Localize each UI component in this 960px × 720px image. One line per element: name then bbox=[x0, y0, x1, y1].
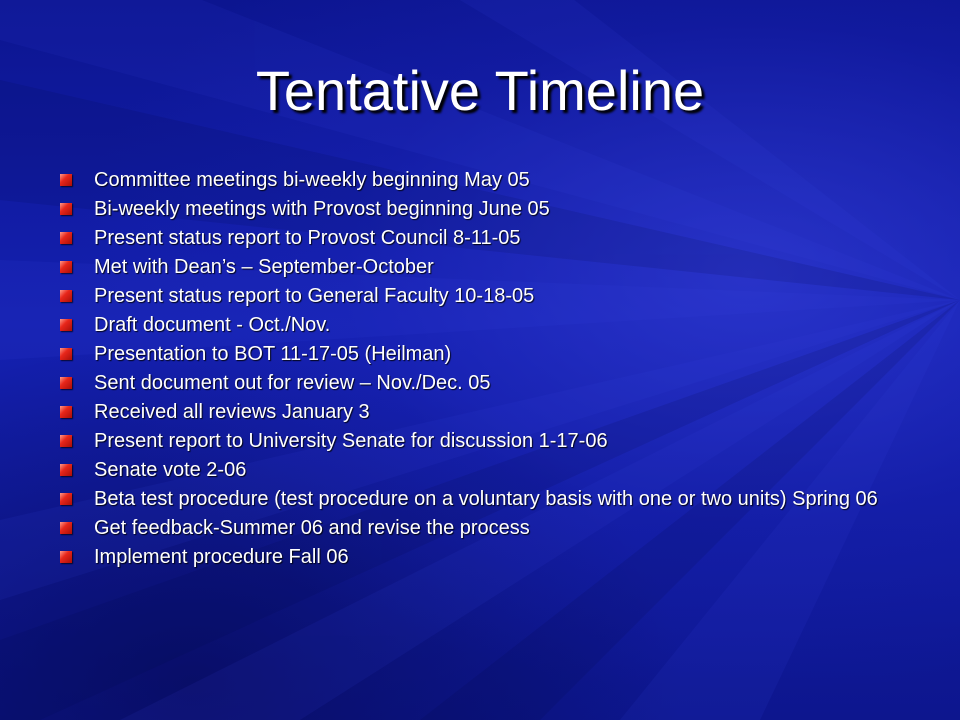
red-square-bullet-icon bbox=[60, 290, 72, 302]
list-item bbox=[58, 170, 878, 191]
red-square-bullet-icon bbox=[60, 406, 72, 418]
list-item-text: Beta test procedure (test procedure on a voluntary basis with one or two units) Spring 06 bbox=[94, 488, 878, 510]
list-item-text: Met with Dean’s – September-October bbox=[94, 256, 434, 278]
list-item bbox=[58, 344, 878, 365]
list-item bbox=[58, 257, 878, 278]
list-item bbox=[58, 286, 878, 307]
list-item-text: Get feedback-Summer 06 and revise the process bbox=[94, 517, 530, 539]
list-item-text: Bi-weekly meetings with Provost beginning June 05 bbox=[94, 198, 550, 220]
list-item bbox=[58, 431, 878, 452]
list-item-text: Senate vote 2-06 bbox=[94, 459, 247, 481]
red-square-bullet-icon bbox=[60, 377, 72, 389]
red-square-bullet-icon bbox=[60, 522, 72, 534]
list-item-text: Present status report to Provost Council 8-11-05 bbox=[94, 227, 521, 249]
list-item bbox=[58, 489, 878, 510]
red-square-bullet-icon bbox=[60, 319, 72, 331]
list-item-text: Received all reviews January 3 bbox=[94, 401, 370, 423]
red-square-bullet-icon bbox=[60, 348, 72, 360]
list-item bbox=[58, 315, 878, 336]
slide-title: Tentative Timeline bbox=[255, 59, 705, 122]
red-square-bullet-icon bbox=[60, 174, 72, 186]
list-item-text: Presentation to BOT 11-17-05 (Heilman) bbox=[94, 343, 452, 365]
list-item-text: Draft document - Oct./Nov. bbox=[94, 314, 331, 336]
red-square-bullet-icon bbox=[60, 261, 72, 273]
list-item bbox=[58, 518, 878, 539]
list-item-text: Implement procedure Fall 06 bbox=[94, 546, 349, 568]
timeline-bullet-list bbox=[58, 170, 878, 576]
list-item-text: Sent document out for review – Nov./Dec. 05 bbox=[94, 372, 491, 394]
red-square-bullet-icon bbox=[60, 232, 72, 244]
red-square-bullet-icon bbox=[60, 493, 72, 505]
list-item bbox=[58, 228, 878, 249]
red-square-bullet-icon bbox=[60, 551, 72, 563]
list-item bbox=[58, 199, 878, 220]
red-square-bullet-icon bbox=[60, 435, 72, 447]
list-item-text: Present status report to General Faculty 10-18-05 bbox=[94, 285, 535, 307]
list-item bbox=[58, 373, 878, 394]
list-item bbox=[58, 460, 878, 481]
list-item-text: Present report to University Senate for discussion 1-17-06 bbox=[94, 430, 608, 452]
list-item bbox=[58, 547, 878, 568]
red-square-bullet-icon bbox=[60, 203, 72, 215]
list-item bbox=[58, 402, 878, 423]
red-square-bullet-icon bbox=[60, 464, 72, 476]
list-item-text: Committee meetings bi-weekly beginning May 05 bbox=[94, 169, 530, 191]
